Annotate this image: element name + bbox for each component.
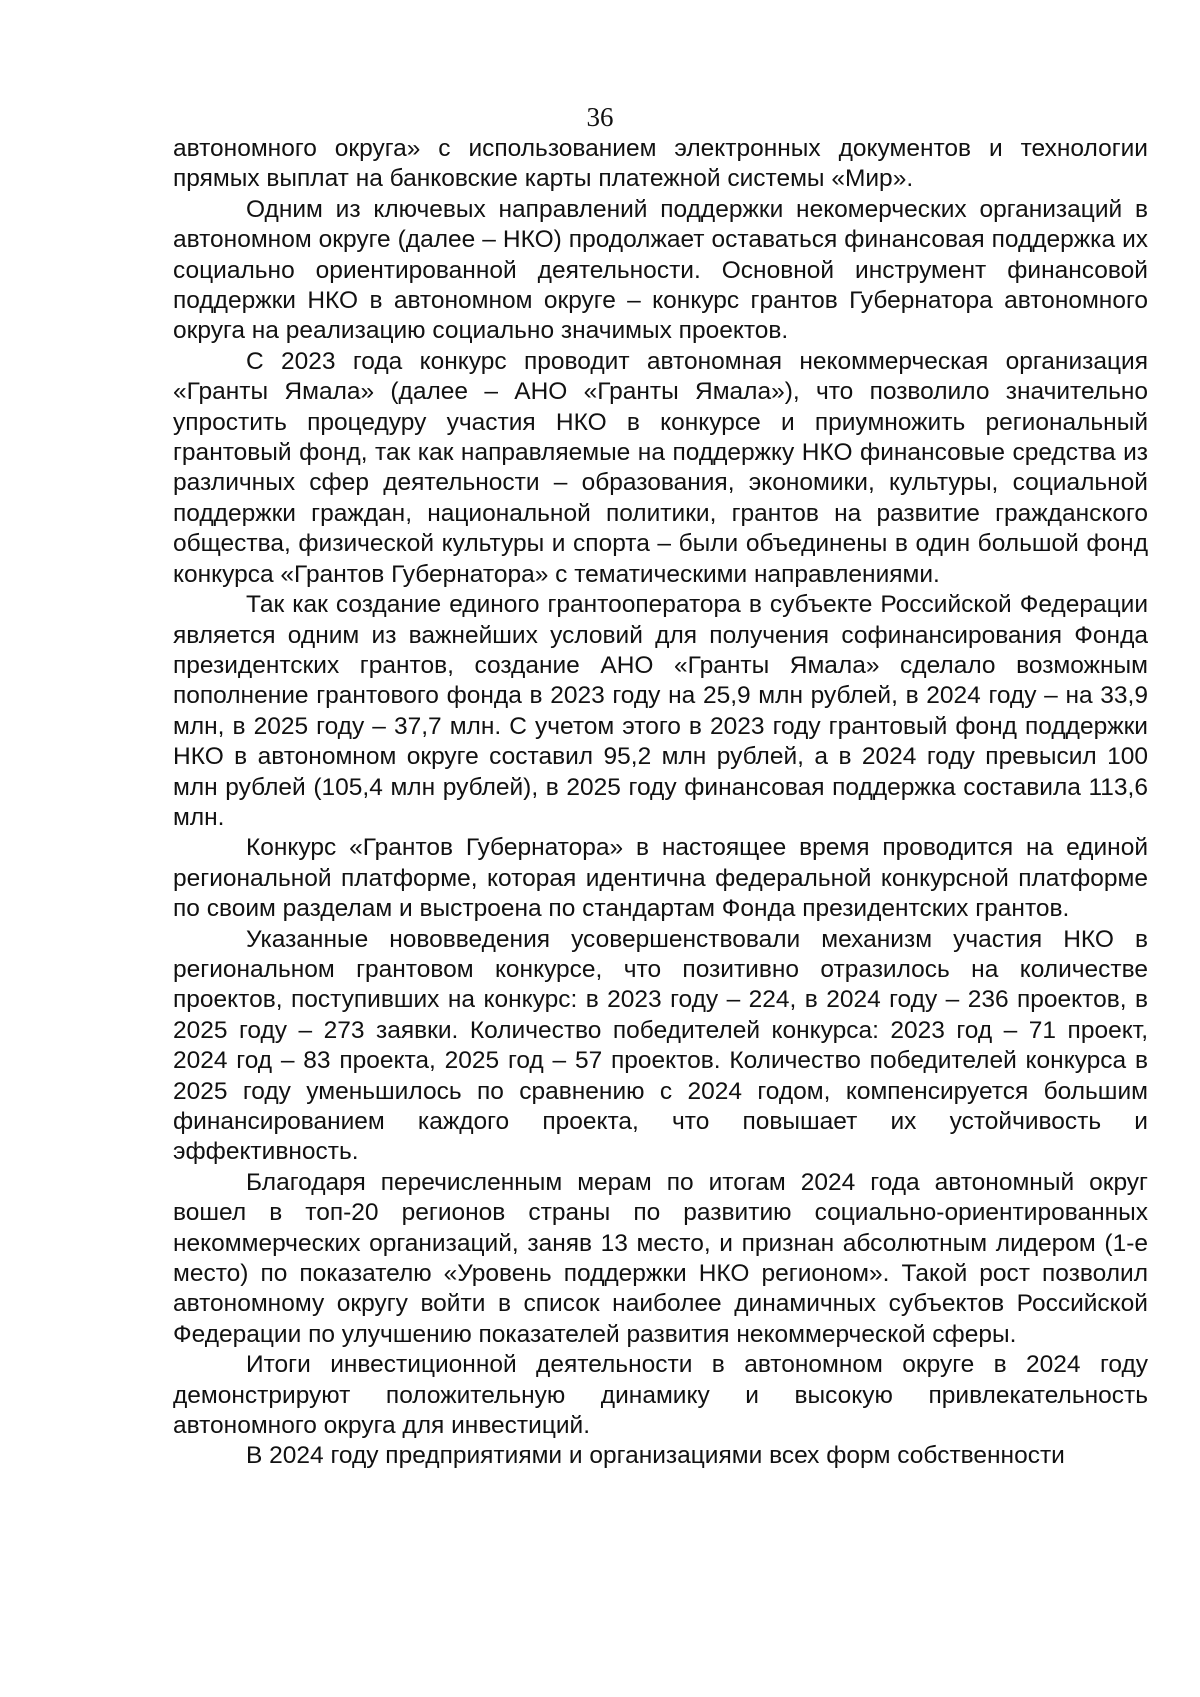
paragraph: Конкурс «Грантов Губернатора» в настоящее время проводится на единой региональной платформе, которая идентична федеральной конкурсной платформе по своим разделам и выстроена по стандартам Фонда президентских грантов. (173, 834, 1148, 923)
paragraph: Так как создание единого грантооператора в субъекте Российской Федерации является одним из важнейших условий для получения софинансирования Фонда президентских грантов, создание АНО «Гранты Ямала» сделало возможным пополнение грантового фонда в 2023 году на 25,9 млн рублей, в 2024 году – на 33,9 млн, в 2025 году – 37,7 млн. С учетом этого в 2023 году грантовый фонд поддержки НКО в автономном округе составил 95,2 млн рублей, а в 2024 году превысил 100 млн рублей (105,4 млн рублей), в 2025 году финансовая поддержка составила 113,6 млн. (173, 591, 1148, 831)
paragraph: С 2023 года конкурс проводит автономная некоммерческая организация «Гранты Ямала» (далее – АНО «Гранты Ямала»), что позволило значительно упростить процедуру участия НКО в конкурсе и приумножить региональный грантовый фонд, так как направляемые на поддержку НКО финансовые средства из различных сфер деятельности – образования, экономики, культуры, социальной поддержки граждан, национальной политики, грантов на развитие гражданского общества, физической культуры и спорта – были объединены в один большой фонд конкурса «Грантов Губернатора» с тематическими направлениями. (173, 347, 1148, 588)
paragraph: В 2024 году предприятиями и организациями всех форм собственности (246, 1442, 1065, 1470)
paragraph: Указанные нововведения усовершенствовали механизм участия НКО в региональном грантовом конкурсе, что позитивно отразилось на количестве проектов, поступивших на конкурс: в 2023 году – 224, в 2024 году – 236 проектов, в 2025 году – 273 заявки. Количество победителей конкурса: 2023 год – 71 проект, 2024 год – 83 проекта, 2025 год – 57 проектов. Количество победителей конкурса в 2025 году уменьшилось по сравнению с 2024 годом, компенсируется большим финансированием каждого проекта, что повышает их устойчивость и эффективность. (173, 925, 1148, 1166)
paragraph: Одним из ключевых направлений поддержки некомерческих организаций в автономном округе (далее – НКО) продолжает оставаться финансовая поддержка их социально ориентированной деятельности. Основной инструмент финансовой поддержки НКО в автономном округе – конкурс грантов Губернатора автономного округа на реализацию социально значимых проектов. (173, 195, 1148, 345)
document-body (173, 134, 1148, 1472)
paragraph-continuation: автономного округа» с использованием электронных документов и технологии прямых выплат на банковские карты платежной системы «Мир». (173, 135, 1148, 193)
paragraph: Благодаря перечисленным мерам по итогам 2024 года автономный округ вошел в топ-20 регионов страны по развитию социально-ориентированных некоммерческих организаций, заняв 13 место, и признан абсолютным лидером (1-е место) по показателю «Уровень поддержки НКО регионом». Такой рост позволил автономному округу войти в список наиболее динамичных субъектов Российской Федерации по улучшению показателей развития некоммерческой сферы. (173, 1168, 1148, 1348)
paragraph: Итоги инвестиционной деятельности в автономном округе в 2024 году демонстрируют положительную динамику и высокую привлекательность автономного округа для инвестиций. (173, 1351, 1148, 1440)
page-number: 36 (586, 102, 614, 132)
